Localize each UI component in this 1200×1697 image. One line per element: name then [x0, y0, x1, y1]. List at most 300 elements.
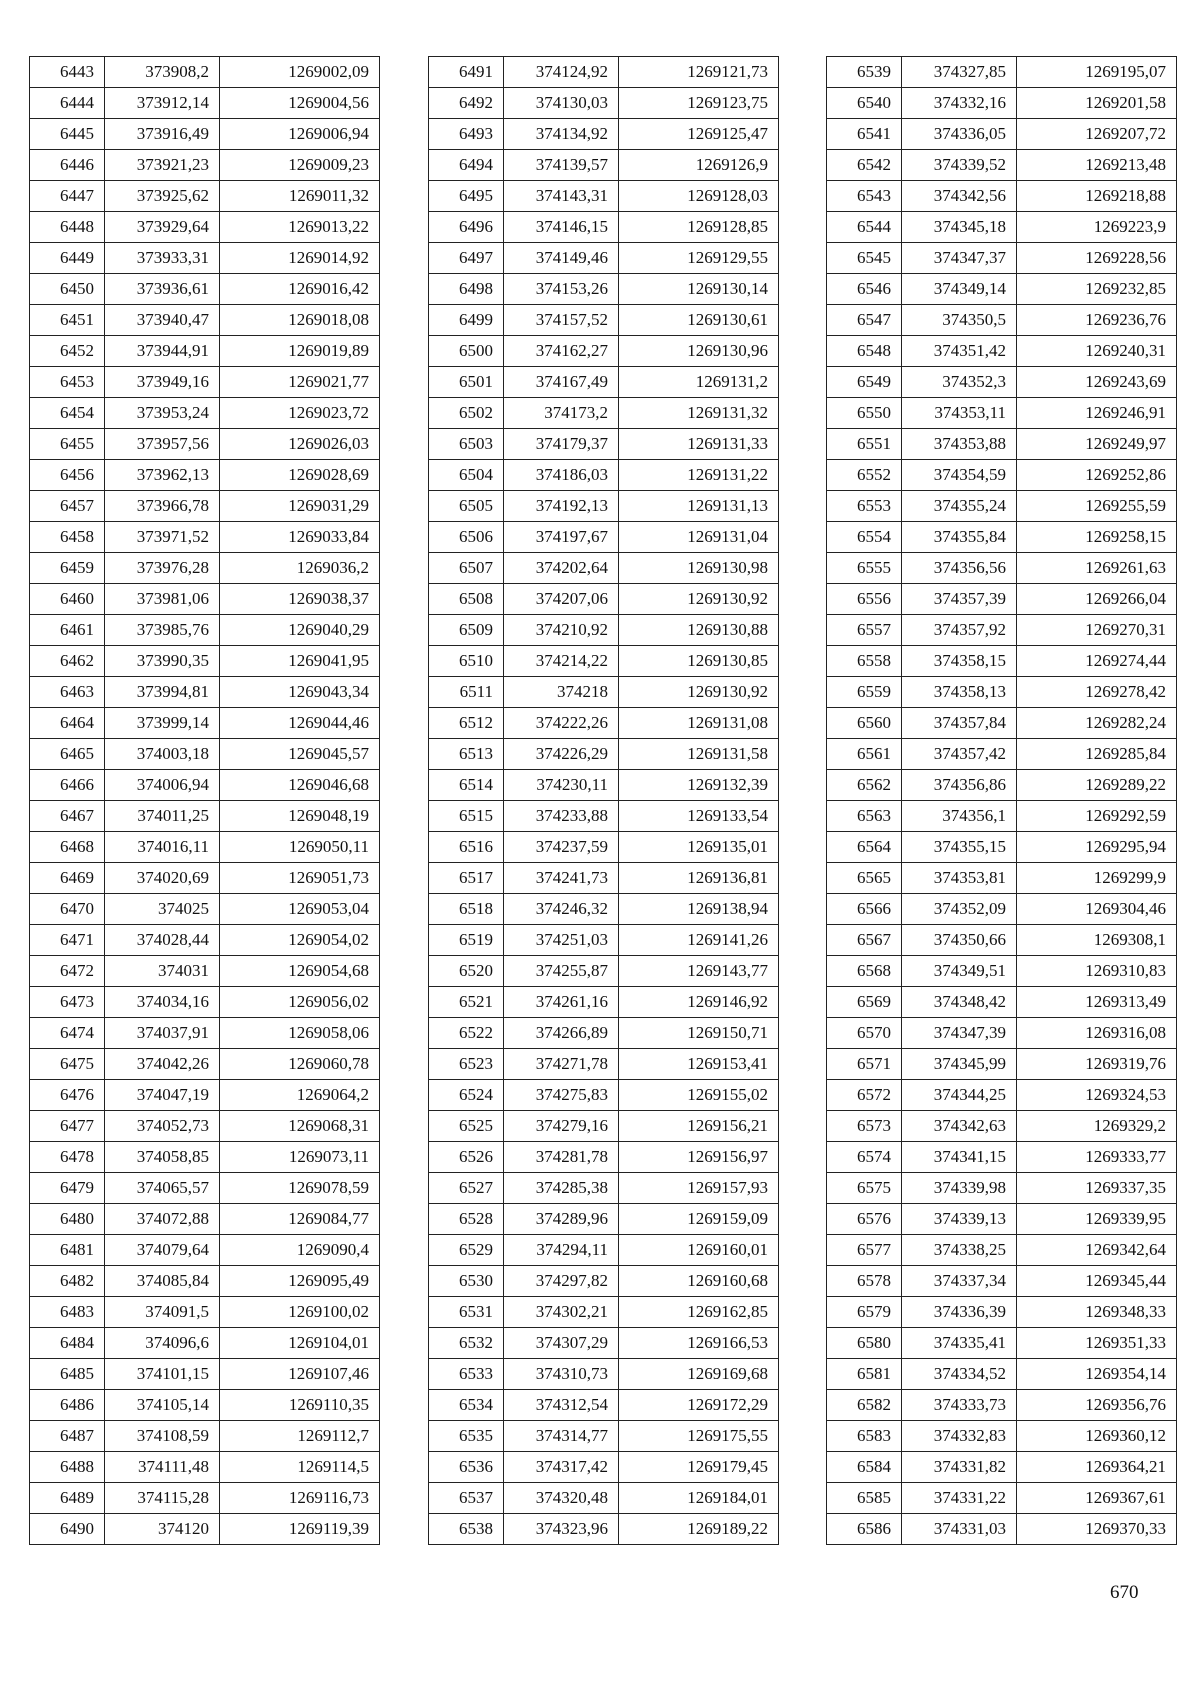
point-number-cell: 6548: [827, 336, 902, 367]
y-coordinate-cell: 1269013,22: [220, 212, 380, 243]
x-coordinate-cell: 374233,88: [504, 801, 619, 832]
y-coordinate-cell: 1269274,44: [1017, 646, 1177, 677]
point-number-cell: 6460: [30, 584, 105, 615]
y-coordinate-cell: 1269295,94: [1017, 832, 1177, 863]
x-coordinate-cell: 374281,78: [504, 1142, 619, 1173]
y-coordinate-cell: 1269131,33: [619, 429, 779, 460]
table-row: [30, 1421, 380, 1452]
y-coordinate-cell: 1269044,46: [220, 708, 380, 739]
point-number-cell: 6500: [429, 336, 504, 367]
table-row: [30, 1297, 380, 1328]
point-number-cell: 6499: [429, 305, 504, 336]
x-coordinate-cell: 374115,28: [105, 1483, 220, 1514]
point-number-cell: 6501: [429, 367, 504, 398]
table-row: [827, 956, 1177, 987]
table-row: [827, 1297, 1177, 1328]
table-row: [30, 1111, 380, 1142]
y-coordinate-cell: 1269064,2: [220, 1080, 380, 1111]
x-coordinate-cell: 373940,47: [105, 305, 220, 336]
point-number-cell: 6521: [429, 987, 504, 1018]
x-coordinate-cell: 373936,61: [105, 274, 220, 305]
point-number-cell: 6510: [429, 646, 504, 677]
y-coordinate-cell: 1269367,61: [1017, 1483, 1177, 1514]
table-row: [429, 894, 779, 925]
page-number: 670: [1110, 1582, 1139, 1603]
y-coordinate-cell: 1269299,9: [1017, 863, 1177, 894]
y-coordinate-cell: 1269129,55: [619, 243, 779, 274]
point-number-cell: 6583: [827, 1421, 902, 1452]
table-row: [429, 1390, 779, 1421]
y-coordinate-cell: 1269021,77: [220, 367, 380, 398]
point-number-cell: 6562: [827, 770, 902, 801]
table-row: [827, 1266, 1177, 1297]
x-coordinate-cell: 373916,49: [105, 119, 220, 150]
table-row: [429, 553, 779, 584]
y-coordinate-cell: 1269249,97: [1017, 429, 1177, 460]
x-coordinate-cell: 374255,87: [504, 956, 619, 987]
table-row: [429, 367, 779, 398]
y-coordinate-cell: 1269179,45: [619, 1452, 779, 1483]
table-row: [30, 1328, 380, 1359]
x-coordinate-cell: 373976,28: [105, 553, 220, 584]
table-row: [827, 1173, 1177, 1204]
y-coordinate-cell: 1269324,53: [1017, 1080, 1177, 1111]
x-coordinate-cell: 374157,52: [504, 305, 619, 336]
x-coordinate-cell: 373944,91: [105, 336, 220, 367]
x-coordinate-cell: 374339,13: [902, 1204, 1017, 1235]
point-number-cell: 6518: [429, 894, 504, 925]
x-coordinate-cell: 374356,56: [902, 553, 1017, 584]
table-row: [30, 1266, 380, 1297]
point-number-cell: 6502: [429, 398, 504, 429]
x-coordinate-cell: 374146,15: [504, 212, 619, 243]
point-number-cell: 6540: [827, 88, 902, 119]
y-coordinate-cell: 1269329,2: [1017, 1111, 1177, 1142]
y-coordinate-cell: 1269046,68: [220, 770, 380, 801]
y-coordinate-cell: 1269114,5: [220, 1452, 380, 1483]
table-row: [30, 1514, 380, 1545]
table-row: [827, 708, 1177, 739]
table-row: [827, 677, 1177, 708]
table-row: [30, 181, 380, 212]
table-row: [429, 1018, 779, 1049]
x-coordinate-cell: 373929,64: [105, 212, 220, 243]
y-coordinate-cell: 1269054,02: [220, 925, 380, 956]
point-number-cell: 6487: [30, 1421, 105, 1452]
point-number-cell: 6573: [827, 1111, 902, 1142]
y-coordinate-cell: 1269131,58: [619, 739, 779, 770]
point-number-cell: 6578: [827, 1266, 902, 1297]
point-number-cell: 6509: [429, 615, 504, 646]
table-row: [30, 1235, 380, 1266]
x-coordinate-cell: 374072,88: [105, 1204, 220, 1235]
point-number-cell: 6526: [429, 1142, 504, 1173]
table-row: [827, 243, 1177, 274]
x-coordinate-cell: 374246,32: [504, 894, 619, 925]
y-coordinate-cell: 1269107,46: [220, 1359, 380, 1390]
x-coordinate-cell: 374214,22: [504, 646, 619, 677]
point-number-cell: 6457: [30, 491, 105, 522]
x-coordinate-cell: 374337,34: [902, 1266, 1017, 1297]
point-number-cell: 6571: [827, 1049, 902, 1080]
coordinates-table-1: [29, 56, 380, 1545]
table-row: [429, 1421, 779, 1452]
x-coordinate-cell: 374047,19: [105, 1080, 220, 1111]
x-coordinate-cell: 374354,59: [902, 460, 1017, 491]
table-row: [30, 832, 380, 863]
table-row: [429, 522, 779, 553]
point-number-cell: 6523: [429, 1049, 504, 1080]
y-coordinate-cell: 1269095,49: [220, 1266, 380, 1297]
x-coordinate-cell: 374186,03: [504, 460, 619, 491]
table-row: [827, 553, 1177, 584]
x-coordinate-cell: 373994,81: [105, 677, 220, 708]
x-coordinate-cell: 374314,77: [504, 1421, 619, 1452]
y-coordinate-cell: 1269354,14: [1017, 1359, 1177, 1390]
y-coordinate-cell: 1269131,22: [619, 460, 779, 491]
table-row: [429, 677, 779, 708]
x-coordinate-cell: 374357,42: [902, 739, 1017, 770]
point-number-cell: 6463: [30, 677, 105, 708]
table-row: [30, 553, 380, 584]
x-coordinate-cell: 374202,64: [504, 553, 619, 584]
x-coordinate-cell: 374341,15: [902, 1142, 1017, 1173]
x-coordinate-cell: 374130,03: [504, 88, 619, 119]
x-coordinate-cell: 374031: [105, 956, 220, 987]
point-number-cell: 6537: [429, 1483, 504, 1514]
y-coordinate-cell: 1269130,14: [619, 274, 779, 305]
y-coordinate-cell: 1269130,98: [619, 553, 779, 584]
x-coordinate-cell: 374351,42: [902, 336, 1017, 367]
point-number-cell: 6576: [827, 1204, 902, 1235]
coordinates-table-2: [428, 56, 779, 1545]
x-coordinate-cell: 374111,48: [105, 1452, 220, 1483]
table-row: [827, 522, 1177, 553]
table-row: [827, 57, 1177, 88]
x-coordinate-cell: 373957,56: [105, 429, 220, 460]
point-number-cell: 6585: [827, 1483, 902, 1514]
x-coordinate-cell: 374336,05: [902, 119, 1017, 150]
y-coordinate-cell: 1269153,41: [619, 1049, 779, 1080]
table-row: [827, 1235, 1177, 1266]
point-number-cell: 6534: [429, 1390, 504, 1421]
y-coordinate-cell: 1269337,35: [1017, 1173, 1177, 1204]
x-coordinate-cell: 373981,06: [105, 584, 220, 615]
point-number-cell: 6568: [827, 956, 902, 987]
y-coordinate-cell: 1269060,78: [220, 1049, 380, 1080]
table-row: [827, 1018, 1177, 1049]
table-row: [30, 708, 380, 739]
x-coordinate-cell: 374352,09: [902, 894, 1017, 925]
table-row: [827, 739, 1177, 770]
point-number-cell: 6449: [30, 243, 105, 274]
y-coordinate-cell: 1269028,69: [220, 460, 380, 491]
point-number-cell: 6498: [429, 274, 504, 305]
x-coordinate-cell: 374339,98: [902, 1173, 1017, 1204]
y-coordinate-cell: 1269130,61: [619, 305, 779, 336]
table-row: [827, 584, 1177, 615]
point-number-cell: 6545: [827, 243, 902, 274]
table-row: [827, 1204, 1177, 1235]
x-coordinate-cell: 374334,52: [902, 1359, 1017, 1390]
table-row: [30, 398, 380, 429]
x-coordinate-cell: 374352,3: [902, 367, 1017, 398]
y-coordinate-cell: 1269360,12: [1017, 1421, 1177, 1452]
y-coordinate-cell: 1269213,48: [1017, 150, 1177, 181]
y-coordinate-cell: 1269240,31: [1017, 336, 1177, 367]
x-coordinate-cell: 374218: [504, 677, 619, 708]
point-number-cell: 6513: [429, 739, 504, 770]
x-coordinate-cell: 374271,78: [504, 1049, 619, 1080]
x-coordinate-cell: 374339,52: [902, 150, 1017, 181]
y-coordinate-cell: 1269146,92: [619, 987, 779, 1018]
y-coordinate-cell: 1269351,33: [1017, 1328, 1177, 1359]
x-coordinate-cell: 373912,14: [105, 88, 220, 119]
x-coordinate-cell: 374016,11: [105, 832, 220, 863]
point-number-cell: 6556: [827, 584, 902, 615]
y-coordinate-cell: 1269356,76: [1017, 1390, 1177, 1421]
y-coordinate-cell: 1269133,54: [619, 801, 779, 832]
point-number-cell: 6570: [827, 1018, 902, 1049]
point-number-cell: 6491: [429, 57, 504, 88]
x-coordinate-cell: 374251,03: [504, 925, 619, 956]
table-row: [429, 832, 779, 863]
point-number-cell: 6486: [30, 1390, 105, 1421]
y-coordinate-cell: 1269112,7: [220, 1421, 380, 1452]
y-coordinate-cell: 1269004,56: [220, 88, 380, 119]
point-number-cell: 6446: [30, 150, 105, 181]
point-number-cell: 6560: [827, 708, 902, 739]
point-number-cell: 6479: [30, 1173, 105, 1204]
point-number-cell: 6490: [30, 1514, 105, 1545]
point-number-cell: 6564: [827, 832, 902, 863]
table-row: [827, 429, 1177, 460]
x-coordinate-cell: 374037,91: [105, 1018, 220, 1049]
x-coordinate-cell: 374342,56: [902, 181, 1017, 212]
point-number-cell: 6520: [429, 956, 504, 987]
table-row: [827, 181, 1177, 212]
y-coordinate-cell: 1269073,11: [220, 1142, 380, 1173]
x-coordinate-cell: 374355,15: [902, 832, 1017, 863]
table-row: [429, 1080, 779, 1111]
y-coordinate-cell: 1269130,85: [619, 646, 779, 677]
point-number-cell: 6461: [30, 615, 105, 646]
table-row: [429, 212, 779, 243]
table-row: [429, 1328, 779, 1359]
table-row: [30, 491, 380, 522]
table-row: [30, 1452, 380, 1483]
point-number-cell: 6543: [827, 181, 902, 212]
x-coordinate-cell: 374028,44: [105, 925, 220, 956]
point-number-cell: 6503: [429, 429, 504, 460]
point-number-cell: 6495: [429, 181, 504, 212]
y-coordinate-cell: 1269236,76: [1017, 305, 1177, 336]
table-row: [827, 1421, 1177, 1452]
point-number-cell: 6452: [30, 336, 105, 367]
y-coordinate-cell: 1269009,23: [220, 150, 380, 181]
x-coordinate-cell: 373990,35: [105, 646, 220, 677]
y-coordinate-cell: 1269143,77: [619, 956, 779, 987]
y-coordinate-cell: 1269078,59: [220, 1173, 380, 1204]
y-coordinate-cell: 1269370,33: [1017, 1514, 1177, 1545]
x-coordinate-cell: 374207,06: [504, 584, 619, 615]
x-coordinate-cell: 374347,37: [902, 243, 1017, 274]
y-coordinate-cell: 1269232,85: [1017, 274, 1177, 305]
y-coordinate-cell: 1269125,47: [619, 119, 779, 150]
table-row: [827, 1142, 1177, 1173]
point-number-cell: 6555: [827, 553, 902, 584]
point-number-cell: 6524: [429, 1080, 504, 1111]
y-coordinate-cell: 1269201,58: [1017, 88, 1177, 119]
x-coordinate-cell: 374011,25: [105, 801, 220, 832]
y-coordinate-cell: 1269310,83: [1017, 956, 1177, 987]
point-number-cell: 6551: [827, 429, 902, 460]
x-coordinate-cell: 374331,03: [902, 1514, 1017, 1545]
point-number-cell: 6505: [429, 491, 504, 522]
table-row: [429, 1359, 779, 1390]
table-row: [429, 1049, 779, 1080]
point-number-cell: 6533: [429, 1359, 504, 1390]
x-coordinate-cell: 374230,11: [504, 770, 619, 801]
table-row: [827, 1514, 1177, 1545]
x-coordinate-cell: 374353,88: [902, 429, 1017, 460]
y-coordinate-cell: 1269189,22: [619, 1514, 779, 1545]
table-row: [30, 956, 380, 987]
table-row: [30, 460, 380, 491]
y-coordinate-cell: 1269131,13: [619, 491, 779, 522]
y-coordinate-cell: 1269223,9: [1017, 212, 1177, 243]
x-coordinate-cell: 373921,23: [105, 150, 220, 181]
point-number-cell: 6462: [30, 646, 105, 677]
y-coordinate-cell: 1269184,01: [619, 1483, 779, 1514]
x-coordinate-cell: 374065,57: [105, 1173, 220, 1204]
x-coordinate-cell: 374331,82: [902, 1452, 1017, 1483]
table-row: [429, 1514, 779, 1545]
point-number-cell: 6530: [429, 1266, 504, 1297]
point-number-cell: 6488: [30, 1452, 105, 1483]
x-coordinate-cell: 374355,24: [902, 491, 1017, 522]
table-row: [30, 88, 380, 119]
y-coordinate-cell: 1269345,44: [1017, 1266, 1177, 1297]
point-number-cell: 6554: [827, 522, 902, 553]
point-number-cell: 6582: [827, 1390, 902, 1421]
y-coordinate-cell: 1269160,68: [619, 1266, 779, 1297]
point-number-cell: 6478: [30, 1142, 105, 1173]
point-number-cell: 6519: [429, 925, 504, 956]
x-coordinate-cell: 374342,63: [902, 1111, 1017, 1142]
point-number-cell: 6574: [827, 1142, 902, 1173]
x-coordinate-cell: 374096,6: [105, 1328, 220, 1359]
x-coordinate-cell: 374052,73: [105, 1111, 220, 1142]
y-coordinate-cell: 1269150,71: [619, 1018, 779, 1049]
point-number-cell: 6459: [30, 553, 105, 584]
x-coordinate-cell: 374353,11: [902, 398, 1017, 429]
point-number-cell: 6558: [827, 646, 902, 677]
table-row: [827, 274, 1177, 305]
table-row: [429, 863, 779, 894]
point-number-cell: 6566: [827, 894, 902, 925]
point-number-cell: 6577: [827, 1235, 902, 1266]
x-coordinate-cell: 374197,67: [504, 522, 619, 553]
x-coordinate-cell: 374179,37: [504, 429, 619, 460]
y-coordinate-cell: 1269131,08: [619, 708, 779, 739]
table-row: [429, 925, 779, 956]
table-row: [827, 212, 1177, 243]
point-number-cell: 6586: [827, 1514, 902, 1545]
x-coordinate-cell: 374345,18: [902, 212, 1017, 243]
point-number-cell: 6481: [30, 1235, 105, 1266]
table-row: [429, 646, 779, 677]
table-row: [30, 925, 380, 956]
x-coordinate-cell: 374347,39: [902, 1018, 1017, 1049]
y-coordinate-cell: 1269162,85: [619, 1297, 779, 1328]
table-row: [30, 677, 380, 708]
point-number-cell: 6443: [30, 57, 105, 88]
x-coordinate-cell: 374317,42: [504, 1452, 619, 1483]
point-number-cell: 6531: [429, 1297, 504, 1328]
point-number-cell: 6538: [429, 1514, 504, 1545]
x-coordinate-cell: 374332,16: [902, 88, 1017, 119]
table-row: [30, 367, 380, 398]
x-coordinate-cell: 373908,2: [105, 57, 220, 88]
table-row: [827, 119, 1177, 150]
point-number-cell: 6450: [30, 274, 105, 305]
table-row: [429, 460, 779, 491]
y-coordinate-cell: 1269218,88: [1017, 181, 1177, 212]
y-coordinate-cell: 1269110,35: [220, 1390, 380, 1421]
y-coordinate-cell: 1269252,86: [1017, 460, 1177, 491]
point-number-cell: 6512: [429, 708, 504, 739]
point-number-cell: 6475: [30, 1049, 105, 1080]
table-row: [429, 491, 779, 522]
y-coordinate-cell: 1269045,57: [220, 739, 380, 770]
point-number-cell: 6522: [429, 1018, 504, 1049]
y-coordinate-cell: 1269050,11: [220, 832, 380, 863]
table-row: [429, 1297, 779, 1328]
point-number-cell: 6529: [429, 1235, 504, 1266]
point-number-cell: 6532: [429, 1328, 504, 1359]
x-coordinate-cell: 374350,5: [902, 305, 1017, 336]
table-row: [827, 615, 1177, 646]
x-coordinate-cell: 374143,31: [504, 181, 619, 212]
y-coordinate-cell: 1269313,49: [1017, 987, 1177, 1018]
y-coordinate-cell: 1269282,24: [1017, 708, 1177, 739]
point-number-cell: 6514: [429, 770, 504, 801]
table-row: [827, 1483, 1177, 1514]
x-coordinate-cell: 374042,26: [105, 1049, 220, 1080]
x-coordinate-cell: 374261,16: [504, 987, 619, 1018]
table-row: [429, 181, 779, 212]
y-coordinate-cell: 1269131,2: [619, 367, 779, 398]
point-number-cell: 6465: [30, 739, 105, 770]
y-coordinate-cell: 1269342,64: [1017, 1235, 1177, 1266]
point-number-cell: 6579: [827, 1297, 902, 1328]
x-coordinate-cell: 374345,99: [902, 1049, 1017, 1080]
table-row: [30, 243, 380, 274]
coordinates-table-3: [826, 56, 1177, 1545]
y-coordinate-cell: 1269031,29: [220, 491, 380, 522]
table-row: [827, 1452, 1177, 1483]
table-row: [429, 150, 779, 181]
y-coordinate-cell: 1269155,02: [619, 1080, 779, 1111]
point-number-cell: 6504: [429, 460, 504, 491]
point-number-cell: 6458: [30, 522, 105, 553]
y-coordinate-cell: 1269018,08: [220, 305, 380, 336]
point-number-cell: 6480: [30, 1204, 105, 1235]
x-coordinate-cell: 374279,16: [504, 1111, 619, 1142]
table-row: [30, 305, 380, 336]
x-coordinate-cell: 374222,26: [504, 708, 619, 739]
